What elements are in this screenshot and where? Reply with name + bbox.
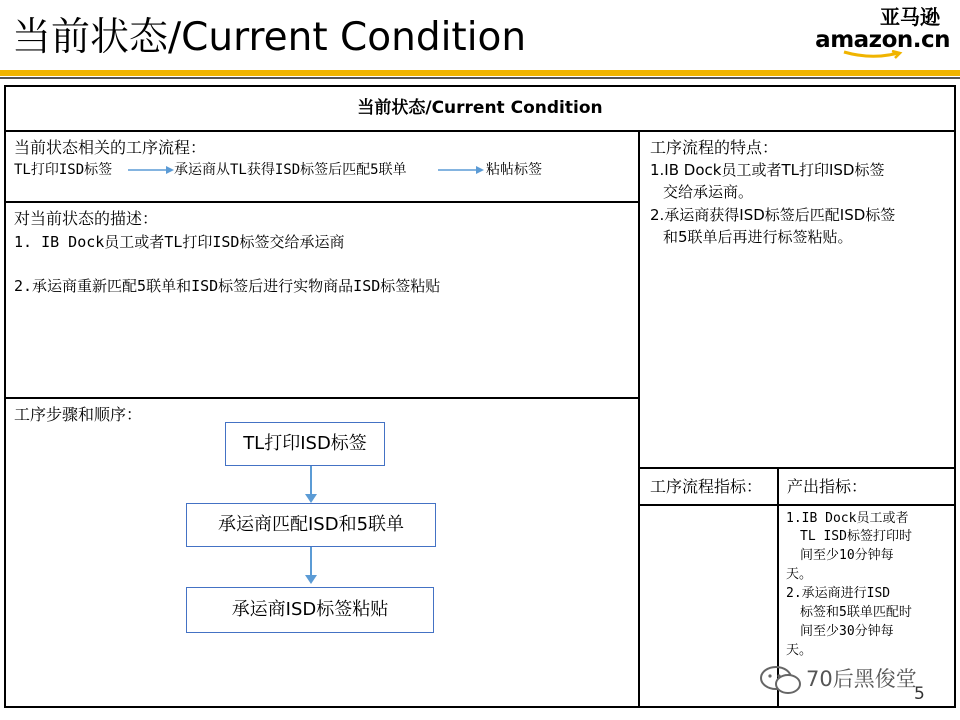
step-arrow-line [310,547,312,577]
flow-arrow-icon [438,165,484,175]
output-metrics-line-3: 间至少10分钟每 [800,548,894,563]
grid-line-left-1 [4,201,639,203]
slide-title: 当前状态/Current Condition [12,15,527,60]
flow-arrow-icon [128,165,174,175]
header-rule-gold [0,70,960,76]
grid-line-right-2 [638,504,956,506]
flow-step-3: 粘帖标签 [486,162,542,178]
description-item-1: 1. IB Dock员工或者TL打印ISD标签交给承运商 [14,233,345,251]
steps-order-label: 工序步骤和顺序： [14,405,143,424]
flow-step-2: 承运商从TL获得ISD标签后匹配5联单 [174,162,407,178]
amazon-smile-icon [842,50,906,60]
step-box-2: 承运商匹配ISD和5联单 [186,503,436,547]
table-header: 当前状态/Current Condition [357,98,603,118]
page-number: 5 [914,684,925,704]
watermark-text: 70后黑俊堂 [806,667,917,691]
down-arrow-icon [305,494,317,503]
header-rule-dark [0,77,960,79]
output-metrics-line-8: 天。 [786,643,813,658]
description-label: 对当前状态的描述： [14,209,159,228]
logo-english-text: amazon.cn [815,27,950,53]
output-metrics-line-6: 标签和5联单匹配时 [800,605,912,620]
process-metrics-label: 工序流程指标： [650,477,763,496]
features-label: 工序流程的特点： [650,138,779,157]
flow-step-1: TL打印ISD标签 [14,162,113,178]
grid-line-right-1 [638,467,956,469]
output-metrics-line-2: TL ISD标签打印时 [800,529,912,544]
output-metrics-label: 产出指标： [787,477,868,496]
grid-line-left-2 [4,397,639,399]
output-metrics-line-7: 间至少30分钟每 [800,624,894,639]
step-box-3: 承运商ISD标签粘贴 [186,587,434,633]
features-line-1: 1.IB Dock员工或者TL打印ISD标签 [650,161,885,179]
features-line-4: 和5联单后再进行标签粘贴。 [663,228,853,246]
grid-line-center-vertical [638,130,640,708]
step-arrow-line [310,466,312,496]
grid-line-header [4,130,956,132]
output-metrics-line-4: 天。 [786,567,813,582]
description-item-2: 2.承运商重新匹配5联单和ISD标签后进行实物商品ISD标签粘贴 [14,277,441,295]
process-flow-label: 当前状态相关的工序流程： [14,138,207,157]
logo-chinese-text: 亚马逊 [880,5,940,29]
step-box-1: TL打印ISD标签 [225,422,385,466]
features-line-2: 交给承运商。 [663,183,754,201]
output-metrics-line-5: 2.承运商进行ISD [786,586,891,601]
wechat-icon [758,665,804,695]
features-line-3: 2.承运商获得ISD标签后匹配ISD标签 [650,206,896,224]
down-arrow-icon [305,575,317,584]
amazon-cn-logo [815,5,950,60]
output-metrics-line-1: 1.IB Dock员工或者 [786,511,909,526]
